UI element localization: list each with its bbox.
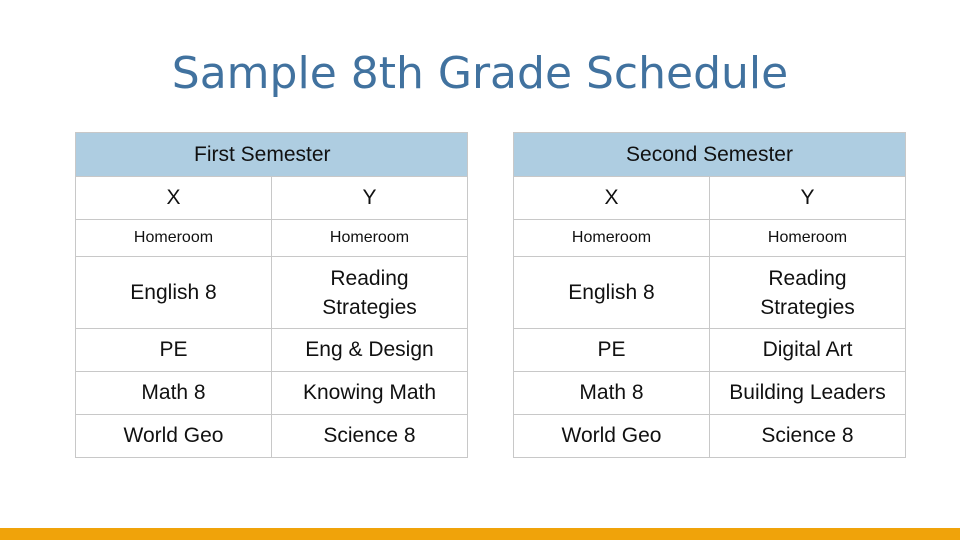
table-cell: Homeroom — [272, 220, 468, 257]
column-header-x: X — [76, 177, 272, 220]
table-cell: Knowing Math — [272, 372, 468, 415]
table-cell: World Geo — [76, 415, 272, 458]
table-row — [76, 329, 468, 372]
table-row — [514, 257, 906, 329]
table-cell: Science 8 — [710, 415, 906, 458]
table-row — [514, 415, 906, 458]
column-header-x: X — [514, 177, 710, 220]
table-cell: PE — [514, 329, 710, 372]
table-cell: Reading Strategies — [272, 257, 468, 329]
table-cell: Building Leaders — [710, 372, 906, 415]
column-header-y: Y — [272, 177, 468, 220]
table-row — [76, 372, 468, 415]
table-row — [76, 177, 468, 220]
table-row — [514, 372, 906, 415]
table-cell: Digital Art — [710, 329, 906, 372]
table-row — [514, 177, 906, 220]
accent-bar — [0, 528, 960, 540]
table-cell: Homeroom — [76, 220, 272, 257]
table-cell: PE — [76, 329, 272, 372]
semester-header: First Semester — [76, 133, 468, 177]
table-cell: World Geo — [514, 415, 710, 458]
slide-title: Sample 8th Grade Schedule — [171, 48, 789, 99]
semester-header: Second Semester — [514, 133, 906, 177]
table-cell: Science 8 — [272, 415, 468, 458]
table-row — [76, 415, 468, 458]
table-cell: English 8 — [76, 257, 272, 329]
table-cell: Reading Strategies — [710, 257, 906, 329]
table-cell: Math 8 — [514, 372, 710, 415]
table-row — [514, 220, 906, 257]
table-cell: Eng & Design — [272, 329, 468, 372]
first-semester-table — [75, 132, 468, 458]
table-cell: English 8 — [514, 257, 710, 329]
table-row — [514, 329, 906, 372]
table-row — [76, 257, 468, 329]
table-cell: Homeroom — [710, 220, 906, 257]
table-cell: Homeroom — [514, 220, 710, 257]
table-cell: Math 8 — [76, 372, 272, 415]
table-row — [76, 220, 468, 257]
second-semester-table — [513, 132, 906, 458]
column-header-y: Y — [710, 177, 906, 220]
